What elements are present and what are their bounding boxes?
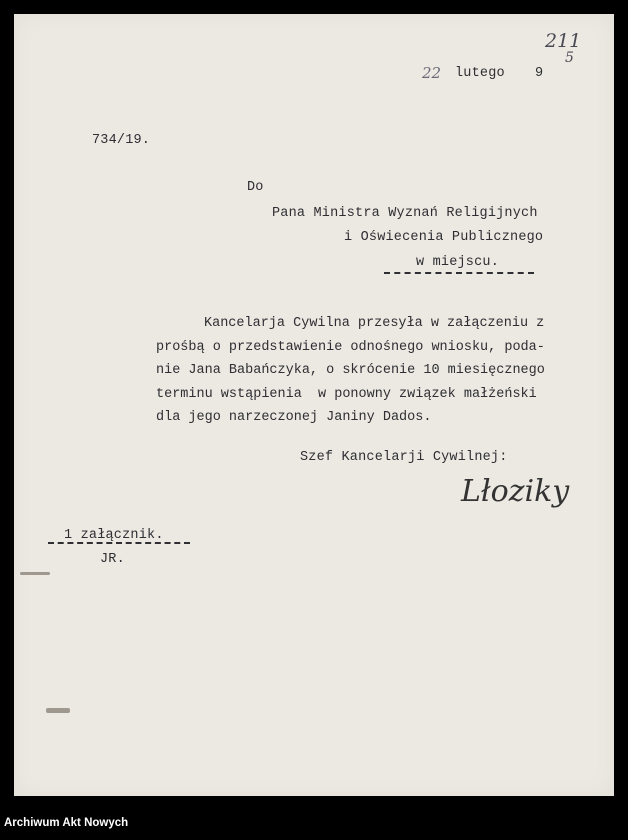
date-month: lutego: [455, 66, 505, 81]
body-line: nie Jana Babańczyka, o skrócenie 10 miesięcznego: [156, 363, 545, 378]
typist-initials: JR.: [100, 552, 125, 567]
date-day-handwritten: 22: [422, 64, 442, 82]
letter-body: [156, 312, 606, 430]
paper-smudge: [46, 708, 70, 713]
folio-number-bottom: 5: [565, 50, 574, 66]
archive-name: Archiwum Akt Nowych: [4, 817, 129, 829]
address-to: Do: [247, 180, 264, 195]
address-line-1: Pana Ministra Wyznań Religijnych: [272, 206, 538, 221]
address-line-2: i Oświecenia Publicznego: [344, 230, 544, 245]
folio-number-top: 211: [545, 30, 582, 52]
reference-number: 734/19.: [92, 133, 151, 148]
body-line: terminu wstąpienia w ponowny związek małżeński: [156, 386, 537, 402]
address-underline: [384, 272, 534, 274]
body-line: Kancelarja Cywilna przesyła w załączeniu z: [204, 316, 545, 331]
body-line: dla jego narzeczonej Janiny Dados.: [156, 410, 432, 425]
attachment-divider: [48, 542, 190, 544]
date-year: 9: [535, 66, 544, 81]
body-line: prośbą o przedstawienie odnośnego wniosku, poda-: [156, 339, 545, 355]
attachment-count: 1 załącznik.: [64, 528, 164, 543]
handwritten-signature: Lłoziky: [461, 474, 570, 509]
archive-footer: [0, 810, 628, 840]
address-line-3: w miejscu.: [416, 255, 500, 270]
paper-smudge: [20, 572, 50, 575]
signatory-title: Szef Kancelarji Cywilnej:: [300, 450, 508, 465]
document-page: [14, 14, 614, 796]
